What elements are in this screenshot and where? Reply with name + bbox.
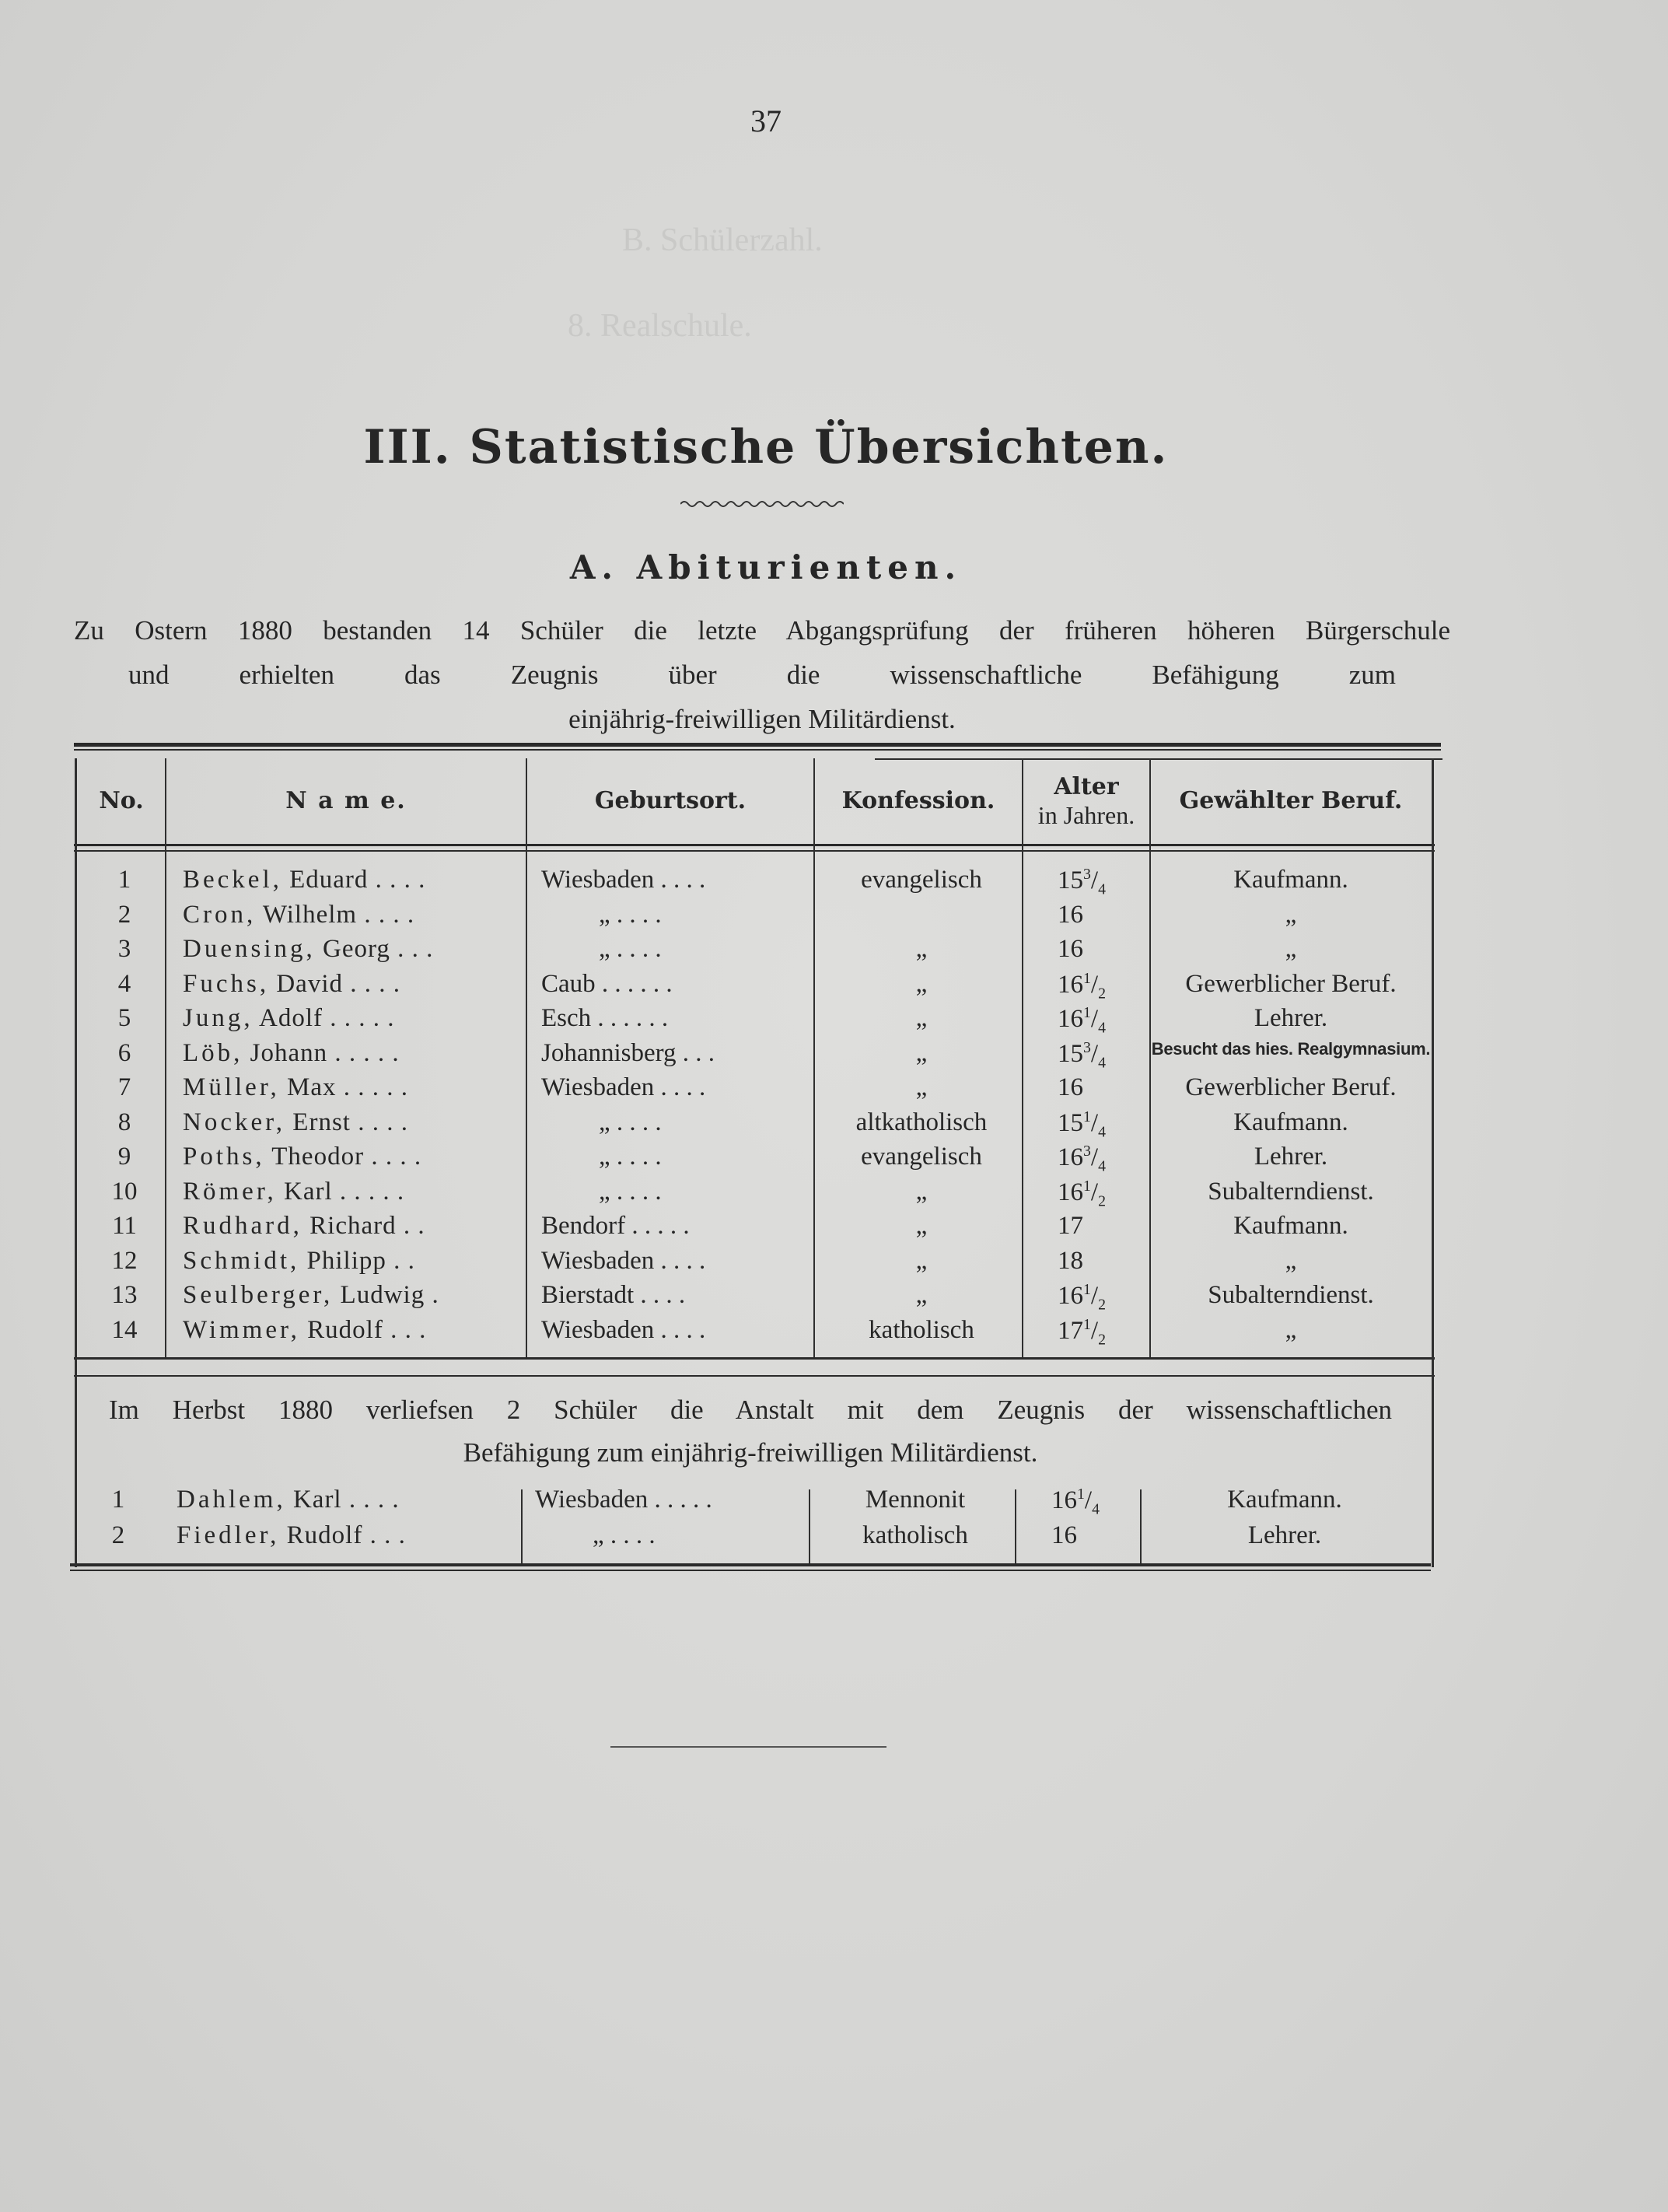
confession: „ [915,1073,928,1101]
row-number: 10 [111,1177,138,1206]
student-name [183,866,425,894]
chosen-profession: „ [1285,935,1297,963]
student-name-dots: . . . . [368,866,426,894]
confession: „ [915,1004,928,1032]
fraction-slash: / [1090,1282,1099,1310]
age-whole: 15 [1058,1108,1083,1137]
student-name-first: Johann [243,1038,328,1067]
student-name-surname: Römer, [183,1177,277,1206]
student-name-first: Rudolf [299,1315,383,1344]
student-name-dots: . [425,1281,439,1309]
chosen-profession: Lehrer. [1254,1143,1328,1171]
header-konfession: Konfession. [841,787,995,814]
student-name-first: Rudolf [279,1521,363,1549]
student-name-surname: Cron, [183,900,257,929]
intro-line: einjährig-freiwilligen Militärdienst. [568,704,956,734]
chosen-profession: Gewerblicher Beruf. [1185,969,1397,998]
table-body-bottom-rule [74,1357,1435,1360]
herbst-paragraph [109,1388,1392,1474]
row-number: 2 [117,900,131,929]
student-name-first: Karl [285,1486,342,1514]
age-fraction-numerator: 1 [1083,1281,1091,1298]
herbst-line: Im Herbst 1880 verliefsen 2 Schüler die Anstalt mit dem Zeugnis der wissenschaftlichen [109,1395,1392,1425]
age-fraction-numerator: 3 [1083,1038,1091,1056]
birthplace: „ . . . . [599,935,662,963]
chosen-profession: „ [1285,900,1297,929]
age-fraction-denominator: 4 [1098,880,1106,898]
student-name-first: Ludwig [333,1281,425,1309]
row-number: 2 [111,1521,125,1549]
confession: „ [915,1246,928,1275]
student-name-surname: Duensing, [183,935,316,963]
age [1058,935,1083,964]
confession: evangelisch [861,1143,982,1171]
age [1058,1281,1106,1314]
student-name-surname: Rudhard, [183,1212,302,1240]
age [1058,1247,1083,1276]
age-whole: 16 [1058,970,1083,999]
chosen-profession: Lehrer. [1247,1521,1322,1549]
student-name-dots: . . [396,1212,425,1240]
table-row [0,866,1532,900]
age [1058,1316,1106,1349]
fraction-slash: / [1090,1178,1099,1206]
row-number: 4 [117,969,131,998]
student-name-first: Wilhelm [256,900,358,929]
student-name-surname: Müller, [183,1073,280,1101]
student-name-first: Karl [276,1177,333,1206]
table-row [0,1486,1526,1520]
student-name-dots: . . . . [364,1143,422,1171]
age [1058,970,1106,1003]
fraction-slash: / [1090,1108,1099,1137]
age [1058,1073,1083,1102]
row-number: 14 [111,1315,138,1344]
confession: „ [915,1281,928,1309]
student-name [183,1178,404,1206]
student-name [183,1212,425,1241]
student-name [177,1521,406,1550]
header-bottom-rule [74,844,1435,846]
bleed-through-text: B. Schülerzahl. [622,222,823,258]
age-whole: 17 [1058,1316,1083,1345]
row-number: 12 [111,1246,138,1275]
intro-paragraph [74,608,1450,741]
table-row [0,935,1532,969]
student-name-dots: . . . . . [327,1038,400,1067]
student-name-first: Philipp [299,1246,386,1275]
header-alter-top: Alter [1054,773,1119,800]
age-fraction-denominator: 4 [1098,1157,1106,1175]
age-whole: 15 [1058,866,1083,894]
header-no: No. [99,787,144,814]
fraction-slash: / [1090,1039,1099,1068]
birthplace: Bierstadt . . . . [541,1281,686,1309]
age-whole: 16 [1058,1073,1083,1101]
age-whole: 16 [1058,1005,1083,1033]
table-row [0,1316,1532,1350]
student-name-dots: . . . [383,1315,427,1344]
row-number: 9 [117,1143,131,1171]
age-fraction-denominator: 4 [1098,1054,1106,1072]
student-name-dots: . . . . [343,969,400,998]
student-name-first: Max [279,1073,337,1101]
row-number: 1 [117,866,131,894]
age [1058,901,1083,929]
age-fraction-denominator: 2 [1098,1192,1106,1210]
student-name-first: David [269,969,343,998]
age [1058,866,1106,899]
table-bottom-rule-thin [70,1570,1431,1571]
student-name-surname: Seulberger, [183,1281,334,1309]
birthplace: Wiesbaden . . . . . [535,1486,712,1514]
birthplace: Esch . . . . . . [541,1004,669,1032]
intro-line: Zu Ostern 1880 bestanden 14 Schüler die letzte Abgangsprüfung der früheren höheren Bürgerschule [74,615,1450,646]
age-fraction-denominator: 4 [1092,1500,1100,1518]
table-row [0,1247,1532,1281]
age-fraction-numerator: 1 [1077,1486,1085,1503]
age [1058,1039,1106,1073]
student-name-surname: Jung, [183,1004,254,1032]
age-whole: 17 [1058,1212,1083,1240]
confession: katholisch [862,1521,968,1549]
student-name-surname: Löb, [183,1038,243,1067]
student-name [183,1143,421,1171]
age-fraction-numerator: 1 [1083,1177,1091,1195]
age [1058,1108,1106,1142]
student-name-dots: . . . . . [323,1004,395,1032]
student-name-dots: . . . . . [336,1073,408,1101]
birthplace: Wiesbaden . . . . [541,1073,706,1101]
table-row [0,1521,1526,1556]
row-number: 1 [111,1486,125,1514]
table-top-rule-thin [74,749,1441,751]
age-fraction-denominator: 2 [1098,1296,1106,1314]
birthplace: Wiesbaden . . . . [541,1315,706,1344]
table-row [0,901,1532,935]
fraction-slash: / [1090,1316,1099,1345]
student-name-dots: . . . [362,1521,406,1549]
student-name-surname: Fiedler, [177,1521,280,1549]
confession: „ [915,935,928,963]
header-alter-bottom: in Jahren. [1037,801,1135,829]
table-top-rule [74,743,1441,747]
age-whole: 18 [1058,1246,1083,1275]
student-name-first: Adolf [253,1004,323,1032]
row-number: 8 [117,1108,131,1136]
fraction-slash: / [1090,970,1099,999]
herbst-line: Befähigung zum einjährig-freiwilligen Militärdienst. [463,1437,1038,1468]
fraction-slash: / [1090,866,1099,894]
chosen-profession: Kaufmann. [1227,1486,1342,1514]
student-name [183,901,414,929]
fraction-slash: / [1084,1486,1093,1514]
table-body-bottom-rule-thin [74,1375,1435,1377]
table-row [0,1073,1532,1108]
chosen-profession: „ [1285,1315,1297,1344]
chosen-profession: Besucht das hies. Realgymnasium. [1151,1038,1431,1059]
student-name-dots: . . . . [341,1486,400,1514]
birthplace: Wiesbaden . . . . [541,1246,706,1275]
table-row [0,1039,1532,1073]
age-whole: 16 [1058,1282,1083,1310]
age [1051,1521,1077,1550]
birthplace: Bendorf . . . . . [541,1212,690,1240]
fraction-slash: / [1090,1143,1099,1171]
age-fraction-numerator: 1 [1083,1108,1091,1125]
age [1051,1486,1100,1519]
student-name-dots: . . . . [350,1108,408,1136]
student-name [183,1281,439,1310]
confession: Mennonit [865,1486,966,1514]
table-row [0,1108,1532,1143]
student-name-first: Richard [302,1212,397,1240]
student-name-dots: . . . . [357,900,415,929]
section-title: III. Statistische Übersichten. [363,420,1169,474]
chosen-profession: Kaufmann. [1233,1108,1348,1136]
table-bottom-rule [70,1563,1431,1566]
age-whole: 16 [1058,935,1083,963]
row-number: 3 [117,935,131,963]
student-name [183,935,433,964]
student-name [183,1073,408,1102]
confession: altkatholisch [855,1108,988,1136]
confession: evangelisch [861,866,982,894]
page-number: 37 [750,103,782,138]
confession: katholisch [869,1315,974,1344]
age-whole: 16 [1058,1178,1083,1206]
student-name-first: Eduard [281,866,369,894]
table-row [0,1212,1532,1246]
student-name-surname: Beckel, [183,866,282,894]
header-bottom-rule-thin [74,850,1435,852]
student-name [183,1316,426,1345]
age-fraction-denominator: 4 [1098,1019,1106,1037]
row-number: 6 [117,1038,131,1067]
student-name-surname: Fuchs, [183,969,270,998]
age-whole: 16 [1051,1486,1077,1514]
table-row [0,1143,1532,1177]
header-beruf: Gewählter Beruf. [1179,787,1403,814]
chosen-profession: Gewerblicher Beruf. [1185,1073,1397,1101]
age-whole: 15 [1058,1039,1083,1068]
sub-title: A. Abiturienten. [569,548,963,586]
age-fraction-numerator: 3 [1083,1143,1091,1160]
student-name-dots: . . . [390,935,434,963]
age-fraction-denominator: 2 [1098,985,1106,1003]
birthplace: „ . . . . [599,1177,662,1206]
birthplace: „ . . . . [599,900,662,929]
confession: „ [915,969,928,998]
birthplace: „ . . . . [599,1108,662,1136]
row-number: 7 [117,1073,131,1101]
age [1058,1212,1083,1241]
confession: „ [915,1038,928,1067]
student-name-surname: Schmidt, [183,1246,300,1275]
table-row [0,970,1532,1004]
birthplace: „ . . . . [599,1143,662,1171]
student-name-dots: . . [386,1246,415,1275]
age-whole: 16 [1058,900,1083,929]
closing-rule [610,1746,886,1748]
birthplace: Caub . . . . . . [541,969,673,998]
chosen-profession: Subalterndienst. [1208,1177,1374,1206]
student-name [183,970,400,999]
age-fraction-numerator: 1 [1083,1315,1091,1333]
header-alter [1023,758,1149,844]
row-number: 13 [111,1281,138,1309]
table-row [0,1178,1532,1212]
student-name [183,1108,408,1137]
age-fraction-numerator: 1 [1083,969,1091,987]
chosen-profession: „ [1285,1246,1297,1275]
age-fraction-denominator: 4 [1098,1123,1106,1141]
age-fraction-denominator: 2 [1098,1331,1106,1349]
birthplace: Wiesbaden . . . . [541,866,706,894]
age [1058,1004,1106,1038]
header-geburtsort: Geburtsort. [594,787,747,814]
birthplace: „ . . . . [593,1521,656,1549]
chosen-profession: Kaufmann. [1233,866,1348,894]
table-row [0,1281,1532,1315]
age-fraction-numerator: 1 [1083,1004,1091,1021]
student-name-surname: Dahlem, [177,1486,286,1514]
age-whole: 16 [1051,1521,1077,1549]
age [1058,1178,1106,1211]
age-whole: 16 [1058,1143,1083,1171]
row-number: 11 [112,1212,137,1240]
chosen-profession: Lehrer. [1254,1004,1328,1032]
intro-line: und erhielten das Zeugnis über die wissenschaftliche Befähigung zum [128,660,1396,690]
bleed-through-text: 8. Realschule. [568,308,752,344]
header-name: N a m e. [285,787,407,814]
student-name-first: Georg [315,935,390,963]
student-name-dots: . . . . . [332,1177,405,1206]
table-row [0,1004,1532,1038]
student-name-surname: Poths, [183,1143,265,1171]
age [1058,1143,1106,1176]
birthplace: Johannisberg . . . [541,1038,715,1067]
student-name [183,1247,415,1276]
ornament-squiggle-icon [680,498,844,510]
row-number: 5 [117,1004,131,1032]
student-name-first: Ernst [285,1108,351,1136]
student-name [183,1004,395,1033]
student-name [177,1486,400,1514]
fraction-slash: / [1090,1005,1099,1033]
chosen-profession: Kaufmann. [1233,1212,1348,1240]
student-name-surname: Nocker, [183,1108,286,1136]
student-name [183,1039,400,1068]
chosen-profession: Subalterndienst. [1208,1281,1374,1309]
confession: „ [915,1212,928,1240]
age-fraction-numerator: 3 [1083,866,1091,883]
student-name-surname: Wimmer, [183,1315,300,1344]
student-name-first: Theodor [264,1143,365,1171]
confession: „ [915,1177,928,1206]
